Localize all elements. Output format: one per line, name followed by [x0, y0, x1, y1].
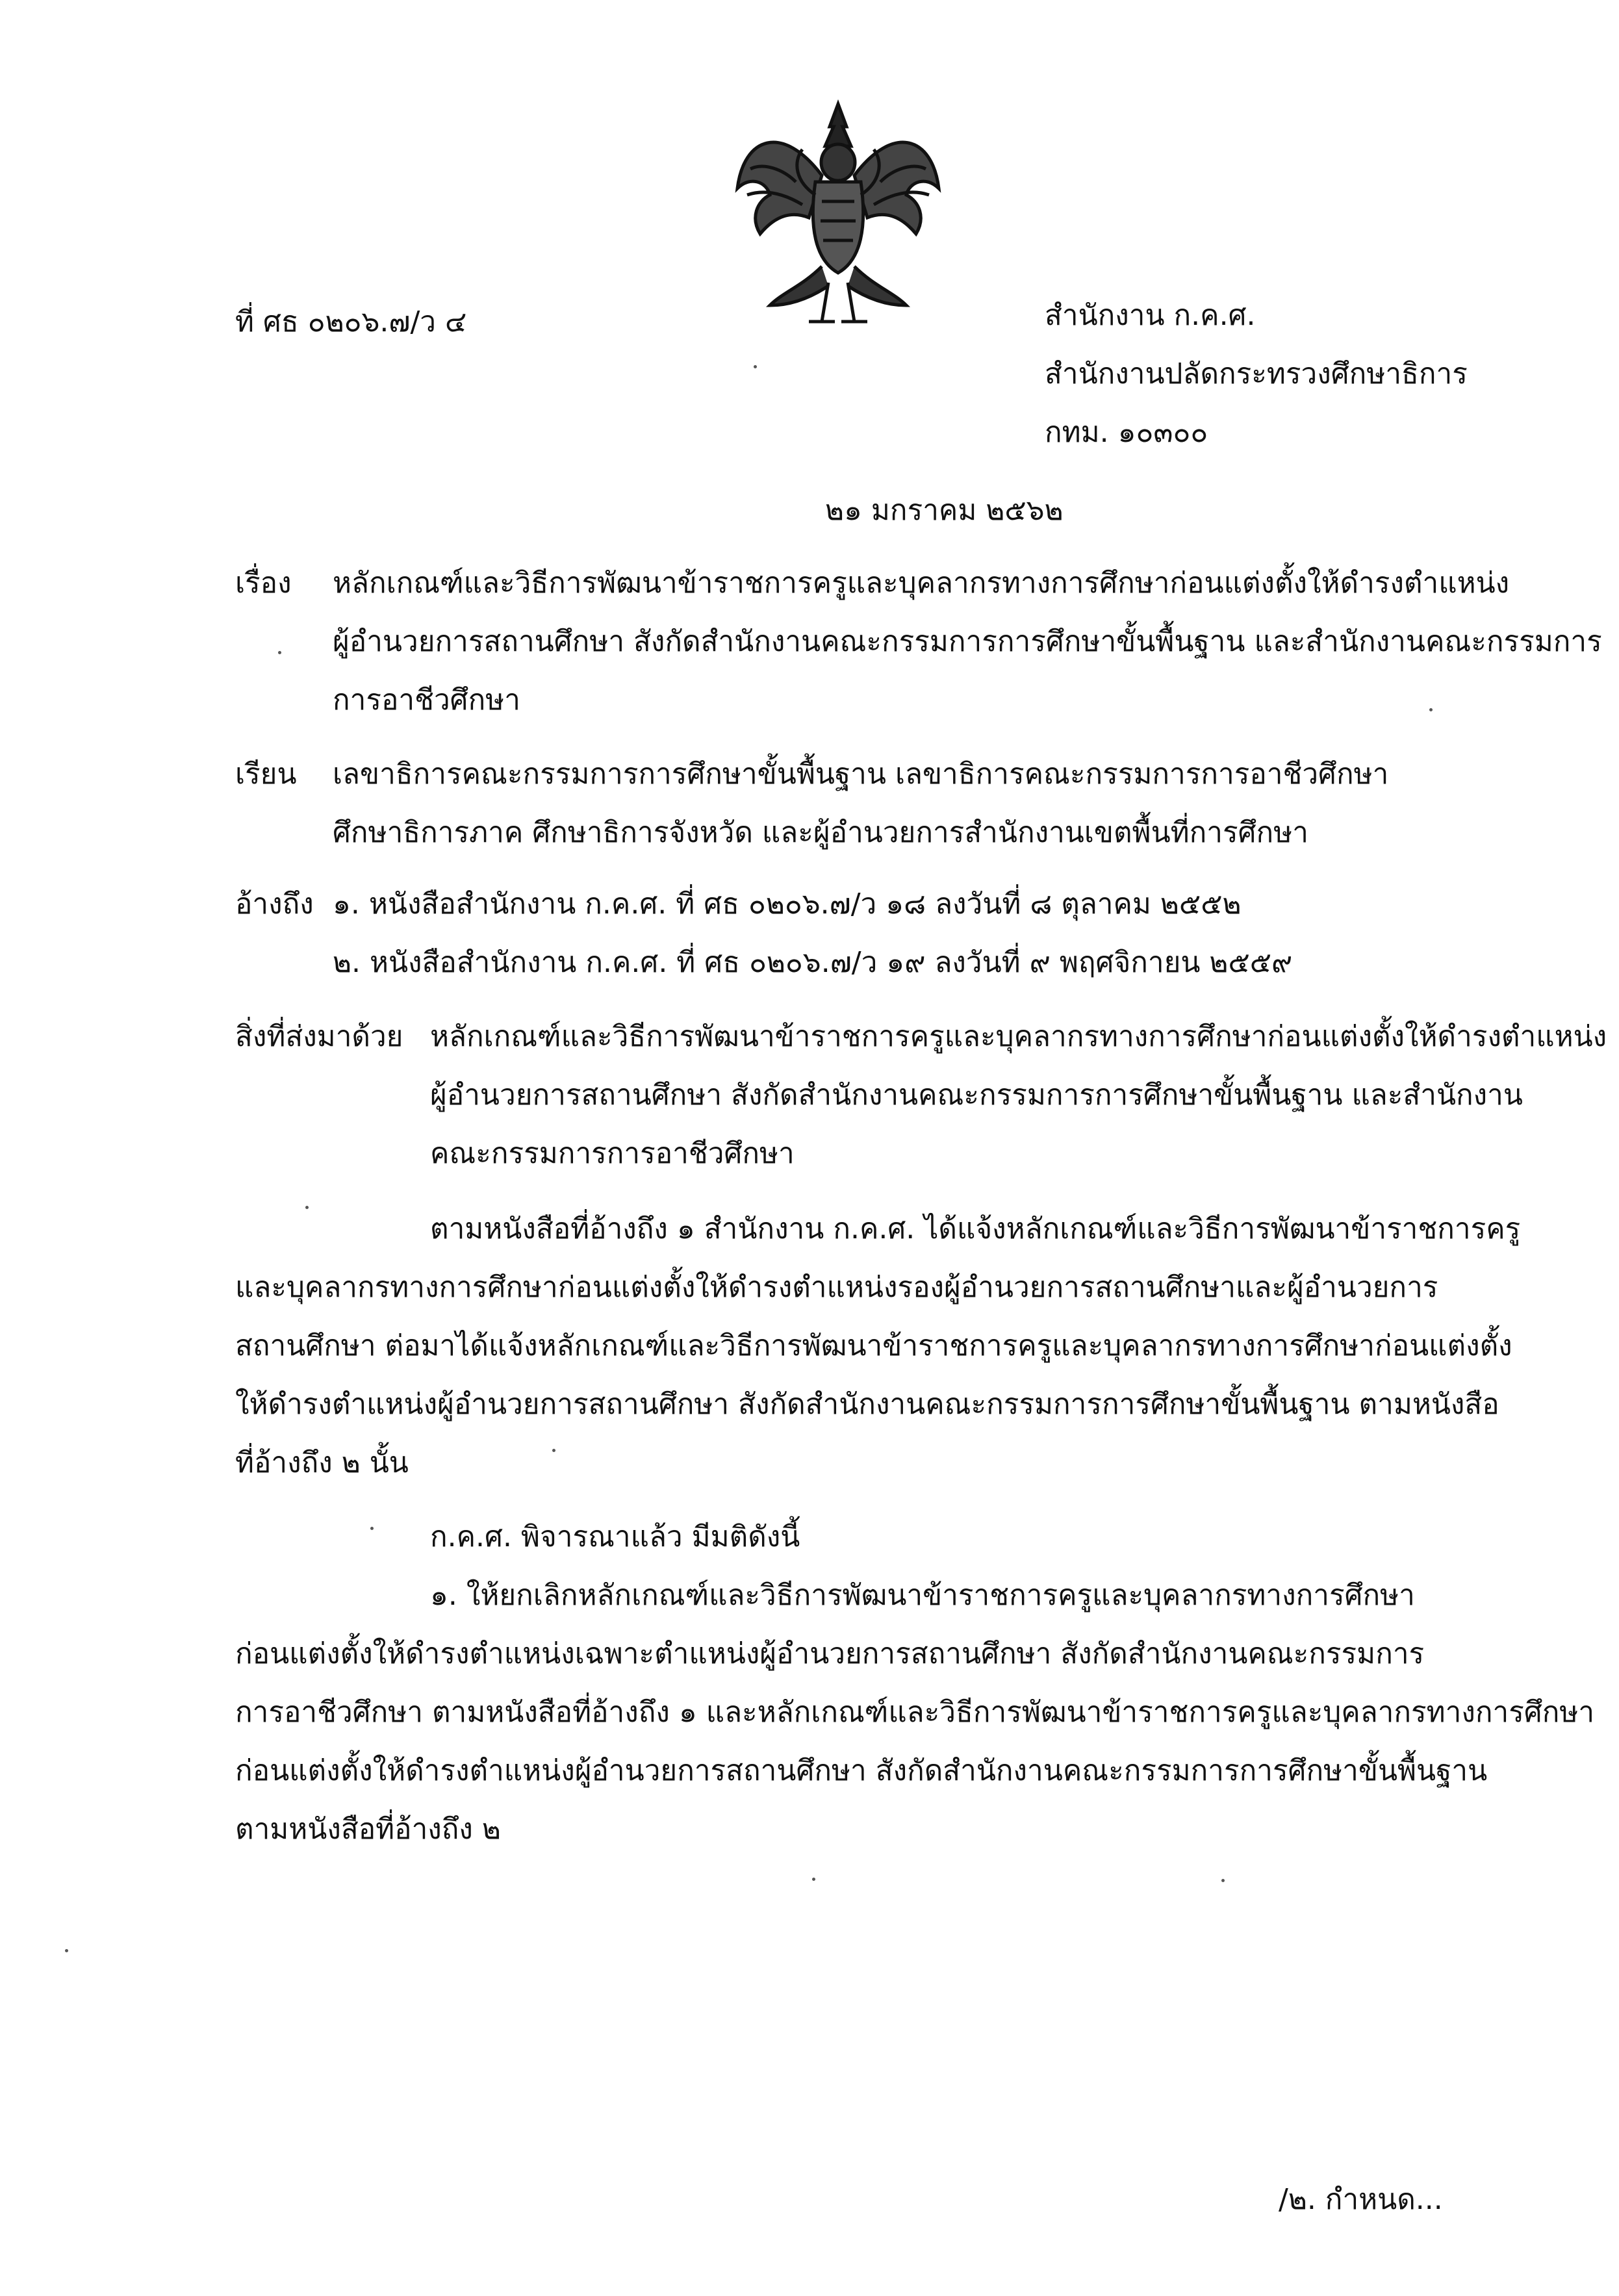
- subject-line-1: หลักเกณฑ์และวิธีการพัฒนาข้าราชการครูและบุคลากรทางการศึกษาก่อนแต่งตั้งให้ดำรงตำแหน่ง: [333, 567, 1510, 600]
- sender-line-1: สำนักงาน ก.ค.ศ.: [1045, 299, 1256, 332]
- sender-line-2: สำนักงานปลัดกระทรวงศึกษาธิการ: [1045, 357, 1468, 390]
- subject-line-2: ผู้อำนวยการสถานศึกษา สังกัดสำนักงานคณะกรรมการการศึกษาขั้นพื้นฐาน และสำนักงานคณะกรรมการ: [333, 625, 1602, 658]
- garuda-emblem: [731, 97, 945, 338]
- scan-speck: [552, 1449, 555, 1452]
- item-1-line-1: ๑. ให้ยกเลิกหลักเกณฑ์และวิธีการพัฒนาข้าราชการครูและบุคลากรทางการศึกษา: [430, 1579, 1415, 1612]
- scan-speck: [65, 1949, 68, 1952]
- item-1-line-2: ก่อนแต่งตั้งให้ดำรงตำแหน่งเฉพาะตำแหน่งผู้อำนวยการสถานศึกษา สังกัดสำนักงานคณะกรรมการ: [235, 1637, 1425, 1670]
- letter-date: ๒๑ มกราคม ๒๕๖๒: [825, 494, 1064, 527]
- enclosure-line-3: คณะกรรมการการอาชีวศึกษา: [430, 1137, 795, 1170]
- item-1-line-5: ตามหนังสือที่อ้างถึง ๒: [235, 1813, 501, 1846]
- references-label: อ้างถึง: [235, 887, 314, 921]
- scan-speck: [305, 1206, 309, 1209]
- document-number: ที่ ศธ ๐๒๐๖.๗/ว ๔: [235, 305, 467, 338]
- continuation-marker: /๒. กำหนด...: [1279, 2183, 1443, 2216]
- item-1-line-4: ก่อนแต่งตั้งให้ดำรงตำแหน่งผู้อำนวยการสถานศึกษา สังกัดสำนักงานคณะกรรมการการศึกษาขั้นพื้นฐาน: [235, 1754, 1488, 1787]
- body-paragraph-1-line-4: ให้ดำรงตำแหน่งผู้อำนวยการสถานศึกษา สังกัดสำนักงานคณะกรรมการการศึกษาขั้นพื้นฐาน ตามหนังสือ: [235, 1388, 1499, 1421]
- item-1-line-3: การอาชีวศึกษา ตามหนังสือที่อ้างถึง ๑ และหลักเกณฑ์และวิธีการพัฒนาข้าราชการครูและบุคลากรทางการศึกษา: [235, 1696, 1595, 1729]
- scan-speck: [370, 1527, 374, 1530]
- enclosure-label: สิ่งที่ส่งมาด้วย: [235, 1020, 403, 1053]
- body-paragraph-1-line-2: และบุคลากรทางการศึกษาก่อนแต่งตั้งให้ดำรงตำแหน่งรองผู้อำนวยการสถานศึกษาและผู้อำนวยการ: [235, 1271, 1438, 1304]
- reference-item-2: ๒. หนังสือสำนักงาน ก.ค.ศ. ที่ ศธ ๐๒๐๖.๗/ว ๑๙ ลงวันที่ ๙ พฤศจิกายน ๒๕๕๙: [333, 946, 1293, 979]
- enclosure-line-2: ผู้อำนวยการสถานศึกษา สังกัดสำนักงานคณะกรรมการการศึกษาขั้นพื้นฐาน และสำนักงาน: [430, 1078, 1523, 1112]
- body-paragraph-1-line-3: สถานศึกษา ต่อมาได้แจ้งหลักเกณฑ์และวิธีการพัฒนาข้าราชการครูและบุคลากรทางการศึกษาก่อนแต่งตั้ง: [235, 1329, 1512, 1362]
- enclosure-line-1: หลักเกณฑ์และวิธีการพัฒนาข้าราชการครูและบุคลากรทางการศึกษาก่อนแต่งตั้งให้ดำรงตำแหน่ง: [430, 1020, 1607, 1053]
- scan-speck: [1221, 1879, 1225, 1882]
- scan-speck: [278, 651, 281, 654]
- scan-speck: [812, 1878, 815, 1881]
- recipient-line-2: ศึกษาธิการภาค ศึกษาธิการจังหวัด และผู้อำนวยการสำนักงานเขตพื้นที่การศึกษา: [333, 816, 1308, 849]
- scan-speck: [1429, 708, 1433, 711]
- subject-line-3: การอาชีวศึกษา: [333, 683, 520, 717]
- body-paragraph-1-line-5: ที่อ้างถึง ๒ นั้น: [235, 1446, 409, 1479]
- sender-line-3: กทม. ๑๐๓๐๐: [1045, 416, 1208, 449]
- recipient-line-1: เลขาธิการคณะกรรมการการศึกษาขั้นพื้นฐาน เลขาธิการคณะกรรมการการอาชีวศึกษา: [333, 758, 1389, 791]
- subject-label: เรื่อง: [235, 567, 292, 600]
- scan-speck: [754, 365, 757, 368]
- resolution-intro: ก.ค.ศ. พิจารณาแล้ว มีมติดังนี้: [430, 1520, 800, 1553]
- body-paragraph-1-line-1: ตามหนังสือที่อ้างถึง ๑ สำนักงาน ก.ค.ศ. ได้แจ้งหลักเกณฑ์และวิธีการพัฒนาข้าราชการครู: [430, 1212, 1521, 1245]
- reference-item-1: ๑. หนังสือสำนักงาน ก.ค.ศ. ที่ ศธ ๐๒๐๖.๗/ว ๑๘ ลงวันที่ ๘ ตุลาคม ๒๕๕๒: [333, 887, 1242, 921]
- recipient-label: เรียน: [235, 758, 297, 791]
